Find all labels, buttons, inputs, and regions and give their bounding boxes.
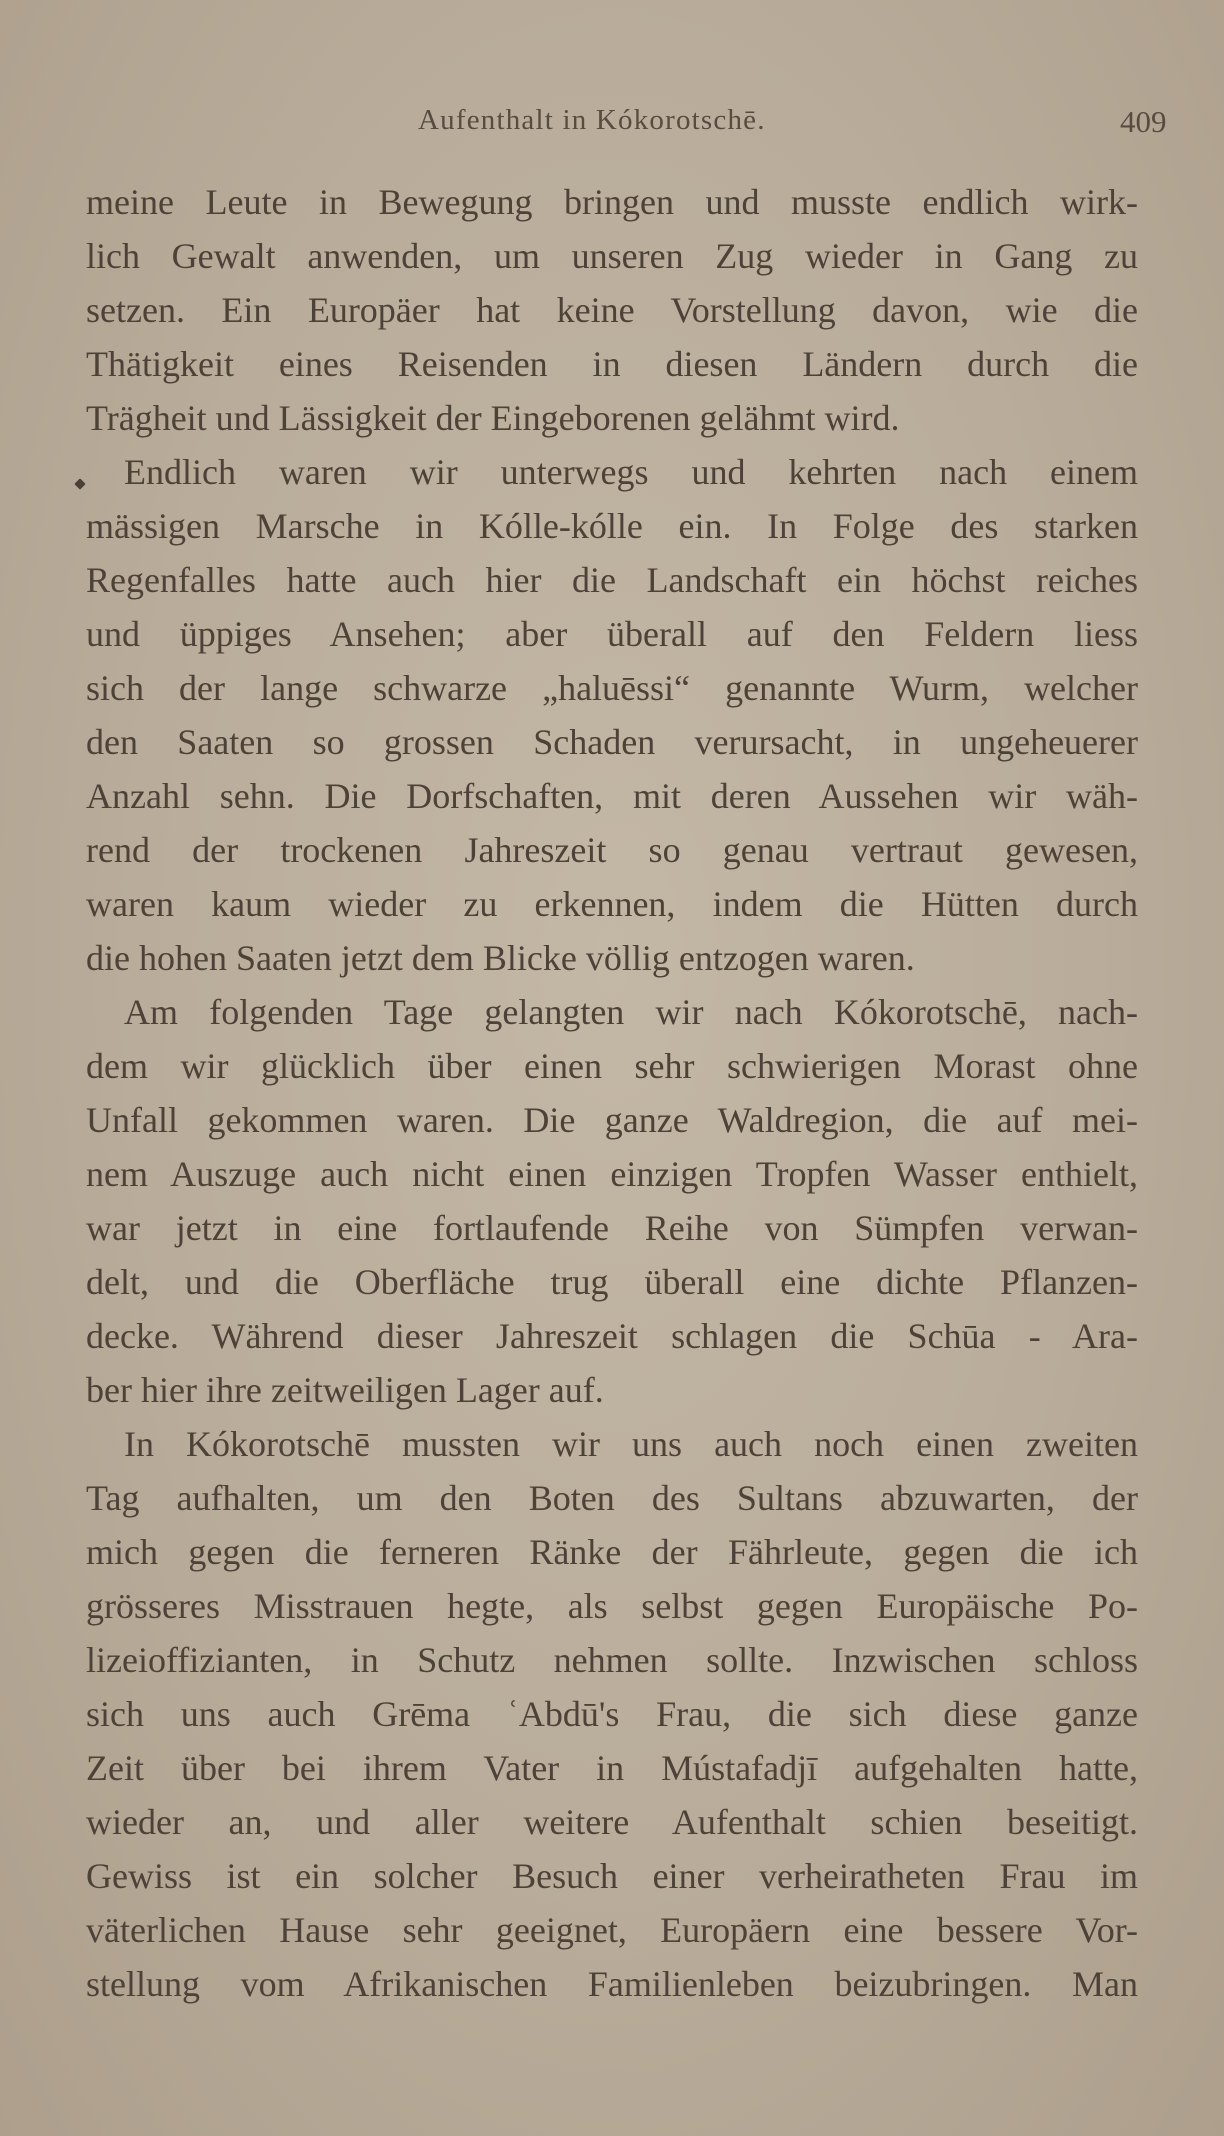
text-line: meine Leute in Bewegung bringen und musste endlich wirk- xyxy=(86,182,1138,222)
text-line: sich der lange schwarze „haluēssi“ genannte Wurm, welcher xyxy=(86,668,1138,708)
text-line: mich gegen die ferneren Ränke der Fährleute, gegen die ich xyxy=(86,1532,1138,1572)
text-line: Tag aufhalten, um den Boten des Sultans abzuwarten, der xyxy=(86,1478,1138,1518)
text-line: dem wir glücklich über einen sehr schwierigen Morast ohne xyxy=(86,1046,1138,1086)
text-line: Regenfalles hatte auch hier die Landschaft ein höchst reiches xyxy=(86,560,1138,600)
text-line: delt, und die Oberfläche trug überall eine dichte Pflanzen- xyxy=(86,1262,1138,1302)
text-line: setzen. Ein Europäer hat keine Vorstellung davon, wie die xyxy=(86,290,1138,330)
text-line: In Kókorotschē mussten wir uns auch noch einen zweiten xyxy=(124,1424,1138,1464)
text-line: Anzahl sehn. Die Dorfschaften, mit deren Aussehen wir wäh- xyxy=(86,776,1138,816)
text-line: decke. Während dieser Jahreszeit schlagen die Schūa - Ara- xyxy=(86,1316,1138,1356)
text-line: grösseres Misstrauen hegte, als selbst gegen Europäische Po- xyxy=(86,1586,1138,1626)
text-line: sich uns auch Grēma ʿAbdū's Frau, die sich diese ganze xyxy=(86,1694,1138,1734)
text-line: Gewiss ist ein solcher Besuch einer verheiratheten Frau im xyxy=(86,1856,1138,1896)
running-head xyxy=(0,104,1224,144)
page-number: 409 xyxy=(1120,104,1167,139)
text-line: den Saaten so grossen Schaden verursacht, in ungeheuerer xyxy=(86,722,1138,762)
text-line: die hohen Saaten jetzt dem Blicke völlig entzogen waren. xyxy=(86,938,915,978)
text-line: väterlichen Hause sehr geeignet, Europäern eine bessere Vor- xyxy=(86,1910,1138,1950)
text-line: Endlich waren wir unterwegs und kehrten nach einem xyxy=(124,452,1138,492)
text-line: Am folgenden Tage gelangten wir nach Kókorotschē, nach- xyxy=(124,992,1138,1032)
text-line: lich Gewalt anwenden, um unseren Zug wieder in Gang zu xyxy=(86,236,1138,276)
text-line: und üppiges Ansehen; aber überall auf den Feldern liess xyxy=(86,614,1138,654)
text-line: Trägheit und Lässigkeit der Eingeborenen gelähmt wird. xyxy=(86,398,900,438)
text-line: Zeit über bei ihrem Vater in Mústafadjī aufgehalten hatte, xyxy=(86,1748,1138,1788)
margin-mark-icon xyxy=(74,478,85,489)
text-line: mässigen Marsche in Kólle-kólle ein. In Folge des starken xyxy=(86,506,1138,546)
running-head-title: Aufenthalt in Kókorotschē. xyxy=(418,104,766,136)
text-line: Thätigkeit eines Reisenden in diesen Ländern durch die xyxy=(86,344,1138,384)
text-line: waren kaum wieder zu erkennen, indem die Hütten durch xyxy=(86,884,1138,924)
body-text xyxy=(86,175,1138,2011)
text-line: stellung vom Afrikanischen Familienleben beizubringen. Man xyxy=(86,1964,1138,2004)
text-line: ber hier ihre zeitweiligen Lager auf. xyxy=(86,1370,604,1410)
text-line: Unfall gekommen waren. Die ganze Waldregion, die auf mei- xyxy=(86,1100,1138,1140)
text-line: rend der trockenen Jahreszeit so genau vertraut gewesen, xyxy=(86,830,1138,870)
text-line: nem Auszuge auch nicht einen einzigen Tropfen Wasser enthielt, xyxy=(86,1154,1138,1194)
text-line: wieder an, und aller weitere Aufenthalt schien beseitigt. xyxy=(86,1802,1138,1842)
text-line: lizeioffizianten, in Schutz nehmen sollte. Inzwischen schloss xyxy=(86,1640,1138,1680)
text-line: war jetzt in eine fortlaufende Reihe von Sümpfen verwan- xyxy=(86,1208,1138,1248)
